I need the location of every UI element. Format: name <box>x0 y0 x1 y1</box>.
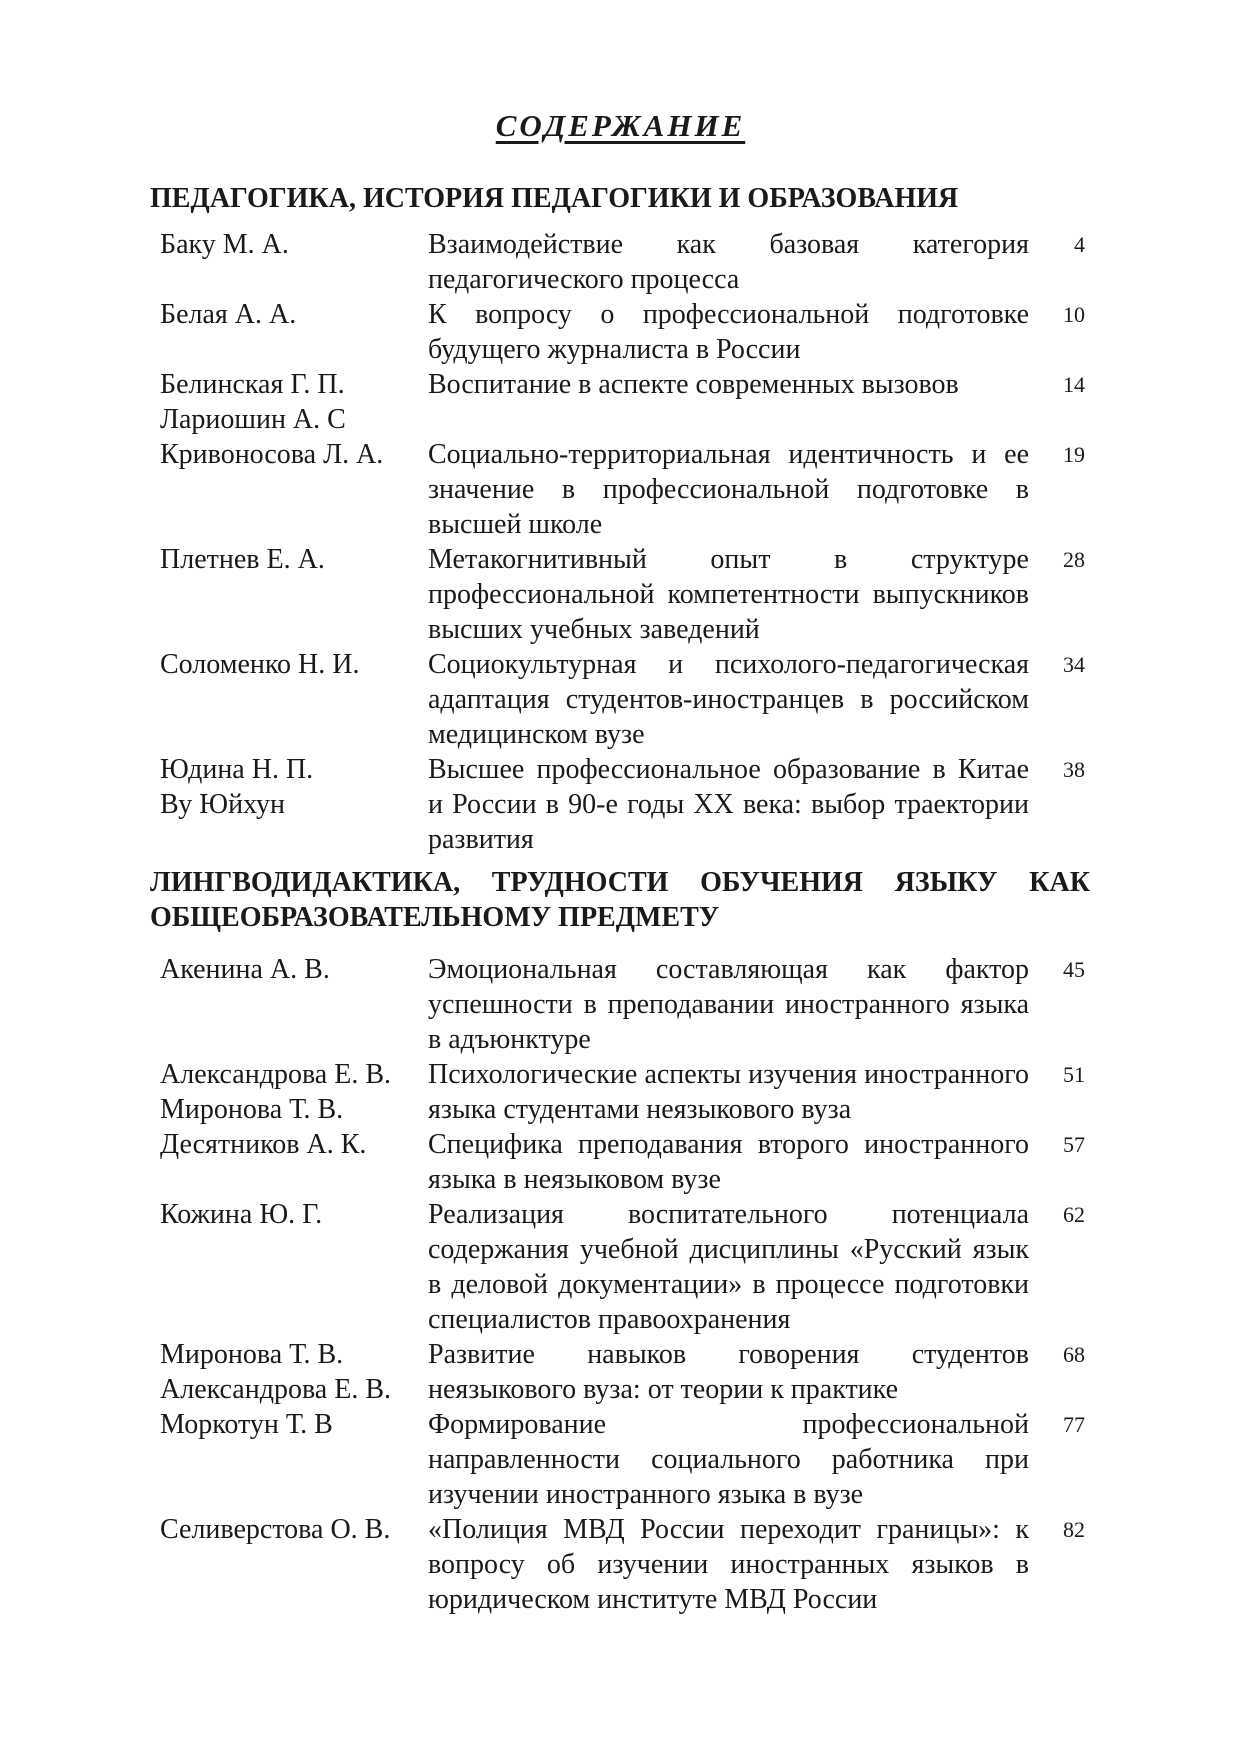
toc-entry <box>160 1057 1095 1127</box>
toc-entry-author: Кожина Ю. Г. <box>160 1199 323 1230</box>
section-heading: ЛИНГВОДИДАКТИКА, ТРУДНОСТИ ОБУЧЕНИЯ ЯЗЫКУ КАК ОБЩЕОБРАЗОВАТЕЛЬНОМУ ПРЕДМЕТУ <box>150 867 1090 933</box>
toc-entry-page-number: 38 <box>1063 757 1085 782</box>
section-heading: ПЕДАГОГИКА, ИСТОРИЯ ПЕДАГОГИКИ И ОБРАЗОВАНИЯ <box>150 183 959 214</box>
toc-entry-page-number: 82 <box>1063 1517 1085 1542</box>
toc-entry-author: Белинская Г. П. <box>160 369 345 400</box>
toc-entry-author: Белая А. А. <box>160 299 297 330</box>
toc-entry-author: Моркотун Т. В <box>160 1409 333 1440</box>
toc-entry-page-number: 28 <box>1063 547 1085 572</box>
toc-entry-page-number: 10 <box>1063 302 1085 327</box>
toc-entry-author: Александрова Е. В. <box>160 1374 392 1405</box>
toc-entry-authors <box>160 1337 428 1407</box>
toc-entry-page-number: 57 <box>1063 1132 1085 1157</box>
toc-entry-author: Акенина А. В. <box>160 954 330 985</box>
toc-entry <box>160 1127 1095 1197</box>
toc-entry-page-number: 14 <box>1063 372 1085 397</box>
toc-entry-page-number: 4 <box>1074 232 1085 257</box>
toc-entry <box>160 1197 1095 1337</box>
toc-entry-title: Реализация воспитательного потенциала содержания учебной дисциплины «Русский язык в деловой документации» в процессе подготовки специалистов правоохранения <box>428 1199 1029 1335</box>
toc-entry-author: Миронова Т. В. <box>160 1339 344 1370</box>
toc-entry-page-number: 68 <box>1063 1342 1085 1367</box>
toc-entry-authors <box>160 542 428 577</box>
toc-entry-authors <box>160 647 428 682</box>
toc-entry-author: Юдина Н. П. <box>160 754 314 785</box>
toc-entry-title: Эмоциональная составляющая как фактор успешности в преподавании иностранного языка в адъюнктуре <box>428 954 1029 1055</box>
toc-entry-title: К вопросу о профессиональной подготовке будущего журналиста в России <box>428 299 1029 365</box>
toc-entry-page-number: 34 <box>1063 652 1085 677</box>
toc-entry-page-number: 45 <box>1063 957 1085 982</box>
toc-entry <box>160 952 1095 1057</box>
toc-entry-title: Социально-территориальная идентичность и ее значение в профессиональной подготовке в высшей школе <box>428 439 1029 540</box>
toc-entry-author: Десятников А. К. <box>160 1129 367 1160</box>
toc-entry-page-number: 62 <box>1063 1202 1085 1227</box>
toc-entry-authors <box>160 1197 428 1232</box>
toc-entry-author: Лариошин А. С <box>160 404 346 435</box>
toc-entry-author: Ву Юйхун <box>160 789 285 820</box>
toc-entry <box>160 1337 1095 1407</box>
toc-entry-authors <box>160 367 428 437</box>
toc-entry <box>160 647 1095 752</box>
toc-entry-authors <box>160 1512 428 1547</box>
toc-entry-authors <box>160 297 428 332</box>
toc-entry <box>160 1407 1095 1512</box>
toc-entry <box>160 1512 1095 1617</box>
toc-entry-title: Формирование профессиональной направленности социального работника при изучении иностранного языка в вузе <box>428 1409 1029 1510</box>
toc-entry-title: «Полиция МВД России переходит границы»: к вопросу об изучении иностранных языков в юридическом институте МВД России <box>428 1514 1029 1615</box>
toc-entry-authors <box>160 1127 428 1162</box>
toc-entry-author: Александрова Е. В. <box>160 1059 392 1090</box>
toc-entry-authors <box>160 437 428 472</box>
toc-entry-authors <box>160 1407 428 1442</box>
toc-entry-authors <box>160 227 428 262</box>
toc-entry-title: Социокультурная и психолого-педагогическая адаптация студентов-иностранцев в российском медицинском вузе <box>428 649 1029 750</box>
toc-entry <box>160 437 1095 542</box>
toc-entry-title: Метакогнитивный опыт в структуре профессиональной компетентности выпускников высших учебных заведений <box>428 544 1029 645</box>
toc-entry-page-number: 19 <box>1063 442 1085 467</box>
toc-list <box>160 952 1095 1617</box>
toc-entry-author: Соломенко Н. И. <box>160 649 360 680</box>
toc-entry <box>160 752 1095 857</box>
toc-entry-authors <box>160 952 428 987</box>
toc-entry <box>160 297 1095 367</box>
toc-entry-author: Баку М. А. <box>160 229 289 260</box>
toc-entry <box>160 367 1095 437</box>
page-title: СОДЕРЖАНИЕ <box>495 108 746 143</box>
toc-entry-author: Плетнев Е. А. <box>160 544 325 575</box>
toc-entry-page-number: 77 <box>1063 1412 1085 1437</box>
toc-list <box>160 227 1095 857</box>
toc-entry-authors <box>160 752 428 822</box>
toc-entry <box>160 227 1095 297</box>
toc-entry-title: Психологические аспекты изучения иностранного языка студентами неязыкового вуза <box>428 1059 1029 1125</box>
toc-entry-author: Кривоносова Л. А. <box>160 439 384 470</box>
toc-entry-title: Воспитание в аспекте современных вызовов <box>428 369 959 400</box>
toc-entry-author: Миронова Т. В. <box>160 1094 344 1125</box>
toc-entry <box>160 542 1095 647</box>
toc-entry-title: Высшее профессиональное образование в Китае и России в 90-е годы ХХ века: выбор траектории развития <box>428 754 1029 855</box>
toc-entry-title: Взаимодействие как базовая категория педагогического процесса <box>428 229 1029 295</box>
toc-entry-author: Селиверстова О. В. <box>160 1514 391 1545</box>
toc-entry-title: Развитие навыков говорения студентов неязыкового вуза: от теории к практике <box>428 1339 1029 1405</box>
toc-entry-title: Специфика преподавания второго иностранного языка в неязыковом вузе <box>428 1129 1029 1195</box>
toc-entry-page-number: 51 <box>1063 1062 1085 1087</box>
toc-entry-authors <box>160 1057 428 1127</box>
